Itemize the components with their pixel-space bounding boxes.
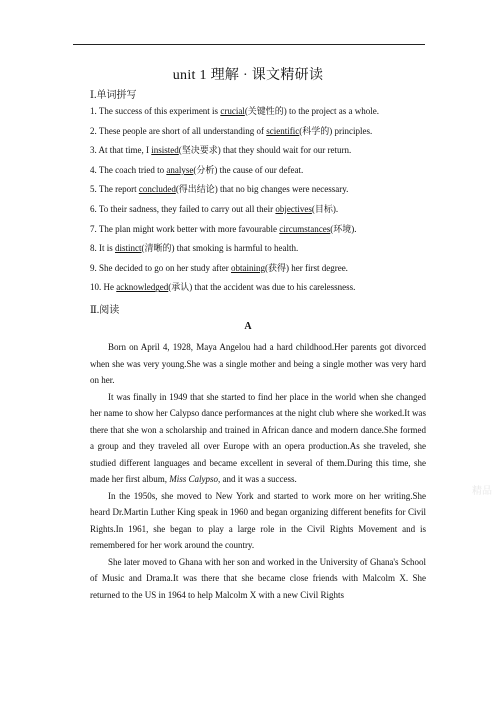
vocab-sentence-start: To their sadness, they failed to carry out all their [98,204,276,214]
reading-passage [90,339,426,603]
paragraph-3: In the 1950s, she moved to New York and started to work more on her writing.She heard Dr.Martin Luther King speak in 1960 and began organizing different benefits for Civil Rights.In 1961, she began to play a large role in the Civil Rights Movement and is remembered for her work around the country. [90,490,426,550]
vocab-sentence-end: (目标). [311,204,339,214]
vocab-sentence-start: She decided to go on her study after [99,262,231,273]
vocab-sentence-start: These people are short of all understanding of [98,125,267,136]
watermark: 精品 [472,486,492,497]
header-rule [73,44,425,45]
vocab-sentence-start: At that time, I [98,145,152,156]
vocab-sentence-end: (坚决要求) that they should wait for our return. [178,145,352,156]
vocab-number: 7. [90,223,99,234]
vocab-number: 5. [90,184,99,195]
vocab-sentence-start: The plan might work better with more favourable [98,223,280,234]
vocab-sentence-start: The coach tried to [98,164,167,175]
vocab-item [90,182,435,195]
vocab-number: 10. [90,282,104,293]
vocab-answer: circumstances [279,223,331,234]
vocab-answer: obtaining [230,262,265,273]
vocab-number: 1. [90,106,99,116]
passage-label: A [244,321,252,332]
vocab-sentence-start: It is [99,243,116,254]
vocab-sentence-end: (科学的) principles. [299,125,373,136]
album-title: Miss Calypso [169,474,218,484]
vocab-sentence-end: (得出结论) that no big changes were necessary. [175,184,349,195]
vocab-item [90,163,435,176]
vocab-number: 8. [90,243,99,254]
vocab-number: 3. [90,145,99,156]
vocab-item [90,222,435,235]
vocab-answer: concluded [138,184,176,195]
vocab-number: 2. [90,125,99,136]
vocab-answer: insisted [151,145,179,156]
vocab-number: 9. [90,262,99,273]
vocab-answer: objectives [275,204,312,214]
vocab-answer: crucial [220,106,245,116]
vocab-sentence-end: (分析) the cause of our defeat. [193,164,304,175]
vocab-sentence-start: He [103,282,117,293]
vocab-answer: analyse [166,164,194,175]
section-heading-vocabulary: Ⅰ.单词拼写 [90,90,137,101]
vocab-item [90,261,435,274]
paragraph-2: It was finally in 1949 that she started to find her place in the world when she changed her name to show her Calypso dance performances at the night club where she worked.It was there that she won a scholarship and trained in African dance and modern dance.She formed a group and they traveled all over Europe with an opera production.As she traveled, she studied different languages and became excellent in several of them.During this time, she made her first album, Miss Calypso, and it was a success. [90,391,426,484]
vocab-number: 4. [90,164,99,175]
vocab-item [90,143,435,156]
vocab-item [90,241,435,254]
vocab-sentence-start: The report [98,184,139,195]
vocab-answer: scientific [266,125,300,136]
vocab-answer: distinct [115,243,142,254]
paragraph-4: She later moved to Ghana with her son and worked in the University of Ghana's School of Music and Drama.It was there that she became close friends with Malcolm X. She returned to the US in 1964 to help Malcolm X with a new Civil Rights [90,556,426,600]
page-title: unit 1 理解 · 课文精研读 [172,68,324,83]
vocab-sentence-end: (获得) her first degree. [264,262,348,273]
vocab-item [90,202,435,215]
vocab-item [90,124,435,137]
vocab-sentence-end: (环境). [330,223,357,234]
vocab-item [90,104,435,117]
vocab-sentence-end: (清晰的) that smoking is harmful to health. [141,243,299,254]
vocab-sentence-end: (关键性的) to the project as a whole. [244,106,380,116]
vocab-number: 6. [90,204,99,214]
vocab-sentence-start: The success of this experiment is [98,106,221,116]
paragraph-1: Born on April 4, 1928, Maya Angelou had a hard childhood.Her parents got divorced when she was very young.She was a single mother and being a single mother was very hard on her. [90,342,426,385]
vocab-answer: acknowledged [116,282,169,293]
vocab-sentence-end: (承认) that the accident was due to his carelessness. [168,282,356,293]
vocab-item [90,280,435,293]
section-heading-reading: Ⅱ.阅读 [90,305,120,316]
